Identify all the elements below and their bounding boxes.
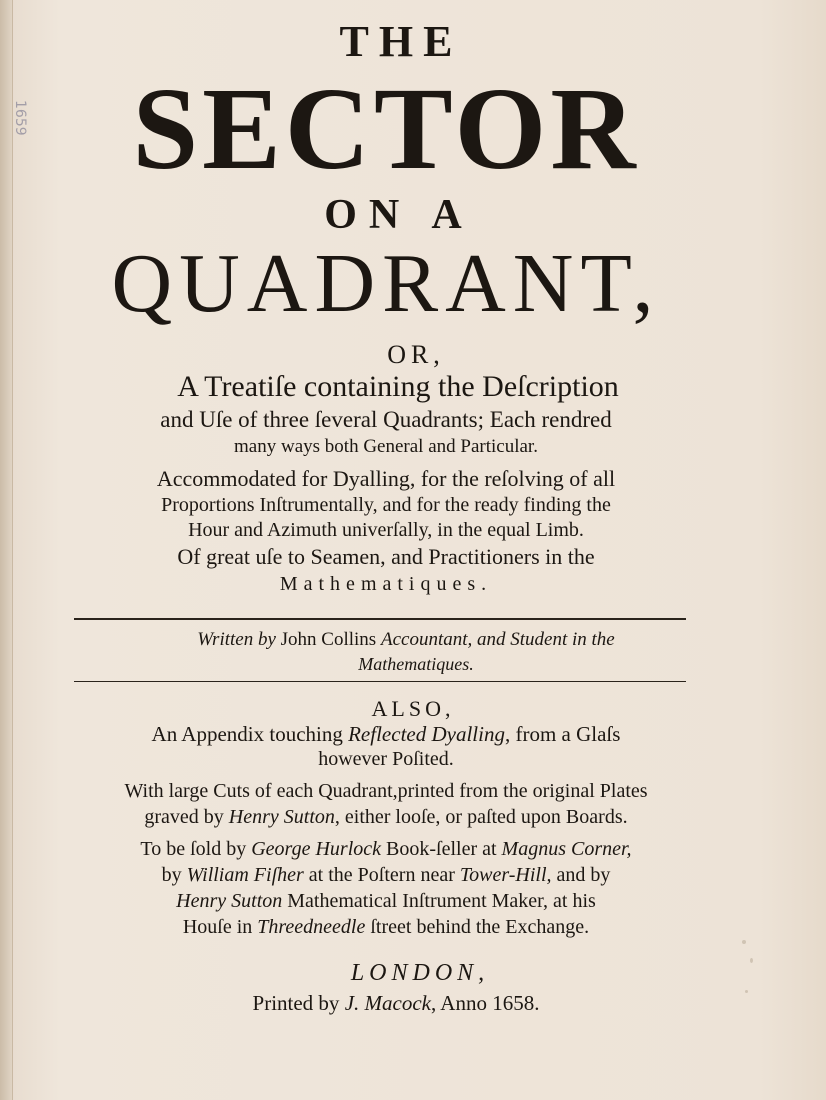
imprint-city: LONDON, <box>350 960 490 986</box>
divider-bottom <box>74 681 686 682</box>
appendix-text-b: Reflected Dyalling <box>348 722 505 746</box>
sold2-text-a: by <box>161 864 182 886</box>
cuts-engraver: Henry Sutton <box>228 806 335 828</box>
sold-line-2 <box>56 865 716 885</box>
accommodated-line-3: Hour and Azimuth univerſally, in the equal Limb. <box>188 519 584 541</box>
sold2-text-e: and by <box>556 864 611 886</box>
imprint-printed-by: Printed by <box>252 991 340 1015</box>
sold-line-4 <box>56 917 716 937</box>
appendix-text-c: , from a Glaſs <box>504 722 621 746</box>
sold-text-c: Book-ſeller at <box>386 838 497 860</box>
author-name: John Collins <box>280 629 377 650</box>
title-on-a: ON A <box>324 192 474 238</box>
cuts-line-2 <box>56 807 716 827</box>
foxing-spot <box>745 990 748 993</box>
appendix-line-1 <box>56 724 716 745</box>
imprint-printer: J. Macock <box>344 991 431 1015</box>
author-role-2: Mathematiques. <box>358 654 474 674</box>
accommodated-line-2: Proportions Inſtrumentally, and for the ready finding the <box>161 494 611 516</box>
title-quadrant: QUADRANT, <box>111 237 661 330</box>
accommodated-line-4: Of great uſe to Seamen, and Practitioners in the <box>177 544 595 569</box>
sold4-text-a: Houſe in <box>182 916 253 938</box>
author-role: Accountant, and Student in the <box>380 629 615 650</box>
imprint-year: , Anno 1658. <box>430 991 540 1015</box>
accommodated-line-1: Accommodated for Dyalling, for the reſolving of all <box>156 466 616 491</box>
sold4-text-c: ſtreet behind the Exchange. <box>370 916 590 938</box>
title-page-text <box>56 14 716 1014</box>
sold2-seller: William Fiſher <box>186 864 304 886</box>
sold4-street: Threedneedle <box>257 916 366 938</box>
also-heading: ALSO, <box>371 696 455 721</box>
author-line <box>96 630 716 649</box>
sold-location-1: Magnus Corner, <box>501 838 632 860</box>
cuts-text-a: graved by <box>144 806 224 828</box>
foxing-spot <box>742 940 746 944</box>
sold-bookseller: George Hurlock <box>251 838 382 860</box>
subtitle-line-2: and Uſe of three ſeveral Quadrants; Each rendred <box>160 407 612 432</box>
cuts-line-1: With large Cuts of each Quadrant,printed from the original Plates <box>124 780 648 802</box>
title-sector: SECTOR <box>132 63 640 194</box>
appendix-text-a: An Appendix touching <box>151 722 343 746</box>
cuts-text-c: , either looſe, or paſted upon Boards. <box>334 806 628 828</box>
divider-top <box>74 618 686 620</box>
written-by: Written by <box>197 629 276 650</box>
accommodated-line-5: Mathematiques. <box>279 573 493 595</box>
title-the: THE <box>339 17 463 66</box>
subtitle-line-1: A Treatiſe containing the Deſcription <box>177 370 619 403</box>
title-or: OR, <box>387 340 445 369</box>
foxing-spot <box>750 958 753 963</box>
margin-pencil-note: 1659 <box>12 100 28 136</box>
sold-line-3 <box>56 891 716 911</box>
sold3-maker: Henry Sutton <box>176 890 283 912</box>
imprint-line <box>76 993 716 1014</box>
sold2-text-c: at the Poſtern near <box>308 864 455 886</box>
sold2-location: Tower-Hill, <box>459 864 552 886</box>
sold3-text-b: Mathematical Inſtrument Maker, at his <box>287 890 596 912</box>
subtitle-line-3: many ways both General and Particular. <box>234 436 538 457</box>
sold-text-a: To be ſold by <box>140 838 247 860</box>
sold-line-1 <box>56 839 716 859</box>
appendix-line-2: however Poſited. <box>318 748 454 770</box>
